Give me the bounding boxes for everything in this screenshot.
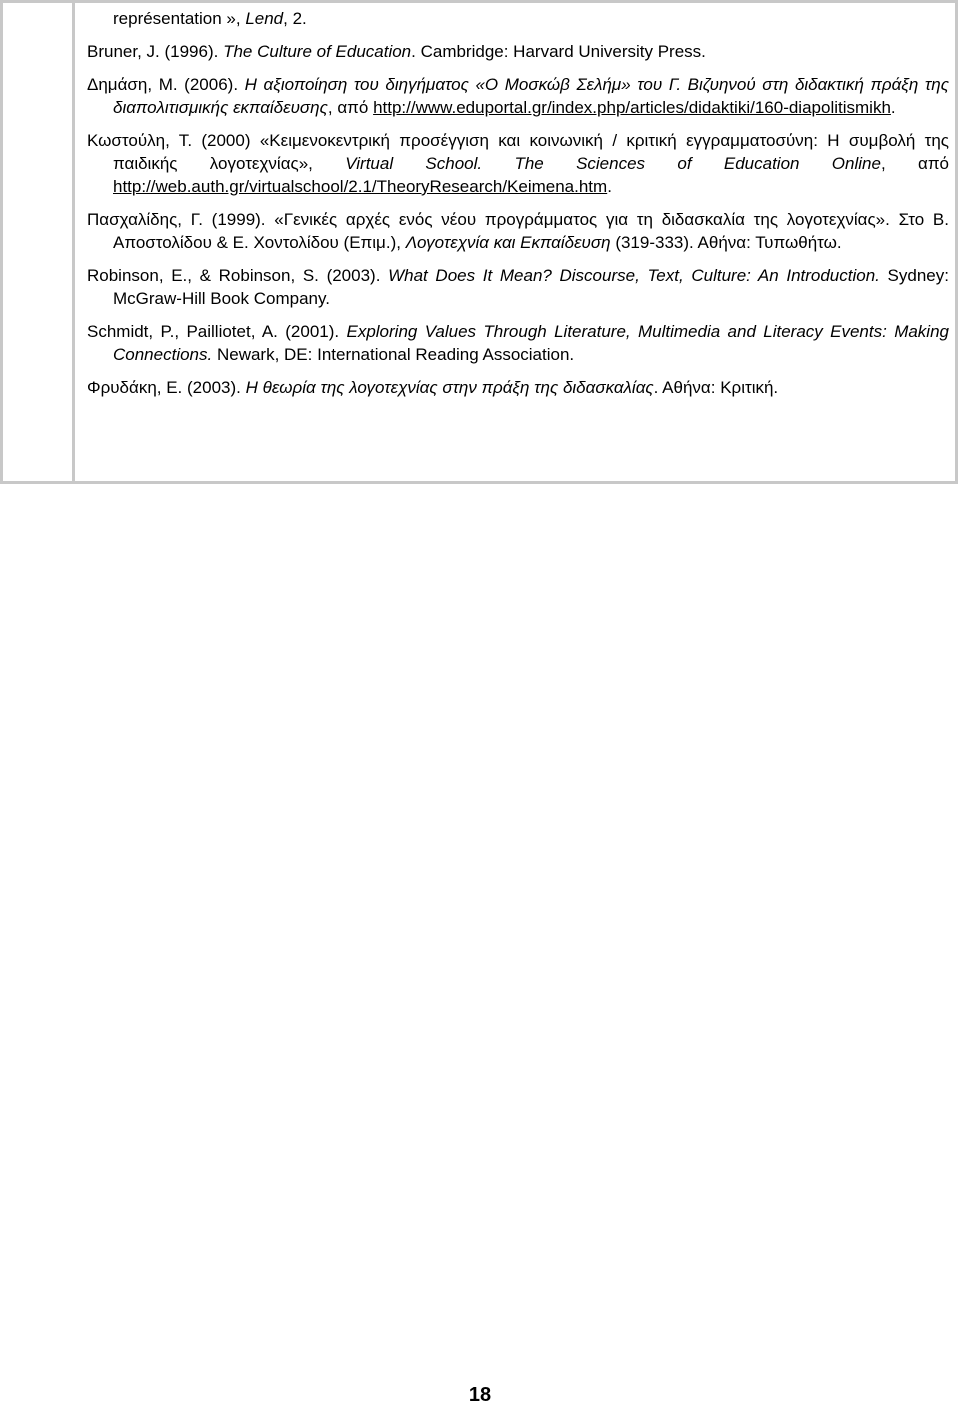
reference-schmidt: Schmidt, P., Pailliotet, A. (2001). Exploring Values Through Literature, Multimedia and Literacy Events: Making Connections. Newark, DE: International Reading Association. xyxy=(87,322,949,364)
reference-continuation: représentation », Lend, 2. xyxy=(113,9,307,28)
bibliography-frame xyxy=(0,0,958,484)
reference-frydaki: Φρυδάκη, Ε. (2003). Η θεωρία της λογοτεχνίας στην πράξη της διδασκαλίας. Αθήνα: Κριτική. xyxy=(87,378,779,397)
url-link[interactable]: http://www.eduportal.gr/index.php/articles/didaktiki/160-diapolitismikh xyxy=(373,98,891,117)
reference-bruner: Bruner, J. (1996). The Culture of Education. Cambridge: Harvard University Press. xyxy=(87,42,706,61)
left-margin-column xyxy=(3,3,75,481)
reference-robinson: Robinson, E., & Robinson, S. (2003). What Does It Mean? Discourse, Text, Culture: An Introduction. Sydney: McGraw-Hill Book Company. xyxy=(87,266,949,308)
reference-paschalidis: Πασχαλίδης, Γ. (1999). «Γενικές αρχές ενός νέου προγράμματος για τη διδασκαλία της λογοτεχνίας». Στο Β. Αποστολίδου & Ε. Χοντολίδου (Επιμ.), Λογοτεχνία και Εκπαίδευση (319-333). Αθήνα: Τυπωθήτω. xyxy=(87,210,949,252)
reference-dimasi: Δημάση, Μ. (2006). Η αξιοποίηση του διηγήματος «Ο Μοσκώβ Σελήμ» του Γ. Βιζυηνού στη διδακτική πράξη της διαπολιτισμικής εκπαίδευσης, από http://www.eduportal.gr/index.php/articles/didaktiki/160-diapolitismikh. xyxy=(87,75,949,117)
reference-kostouli: Κωστούλη, Τ. (2000) «Κειμενοκεντρική προσέγγιση και κοινωνική / κριτική εγγραμματοσύνη: Η συμβολή της παιδικής λογοτεχνίας», Virtual School. The Sciences of Education Online, από http://web.auth.gr/virtualschool/2.1/TheoryResearch/Keimena.htm. xyxy=(87,131,950,196)
url-link[interactable]: http://web.auth.gr/virtualschool/2.1/TheoryResearch/Keimena.htm xyxy=(113,177,608,196)
page-number: 18 xyxy=(468,1384,492,1406)
reference-list xyxy=(87,7,949,409)
